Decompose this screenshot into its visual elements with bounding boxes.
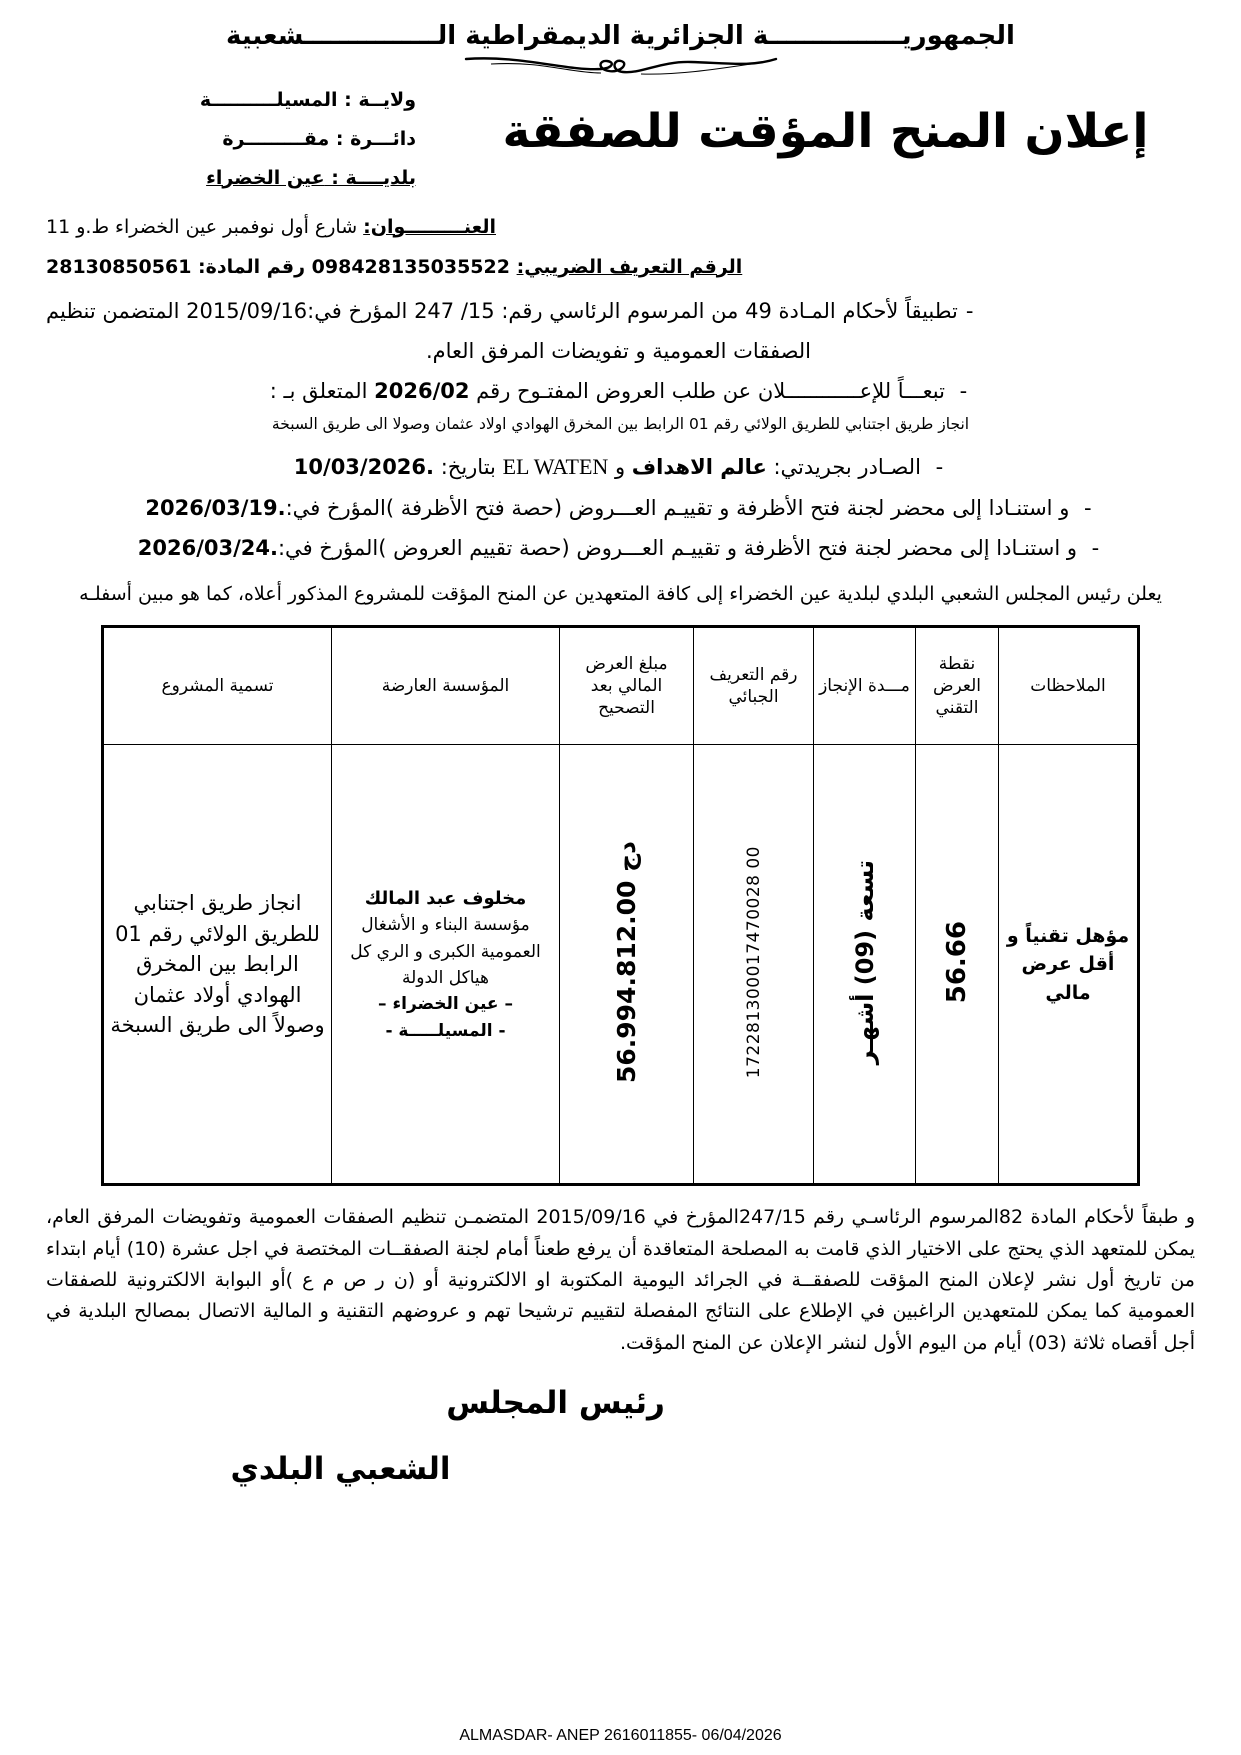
cell-tax-id bbox=[694, 745, 814, 1185]
company-name: مخلوف عبد المالك bbox=[364, 887, 527, 909]
cell-project bbox=[103, 745, 332, 1185]
clause-tender-prefix: تبعـــاً للإعــــــــــــلان عن طلب العروض المفتـوح رقم bbox=[469, 378, 945, 403]
column-header-remarks: الملاحظات bbox=[999, 627, 1139, 745]
company-block bbox=[335, 885, 556, 1045]
evaluation-minutes-date: 2026/03/24. bbox=[137, 535, 278, 560]
clause-newspapers bbox=[46, 449, 1195, 485]
technical-score-value: 56.66 bbox=[942, 921, 972, 1004]
newspapers-conjunction: و bbox=[608, 455, 632, 480]
company-city: – عين الخضراء – bbox=[378, 994, 513, 1015]
column-header-technical-score: نقطة العرض التقني bbox=[916, 627, 999, 745]
newspapers-date: 10/03/2026. bbox=[293, 455, 435, 480]
tender-number: 2026/02 bbox=[374, 378, 470, 403]
wilaya-line: ولايــة : المسيلــــــــــة bbox=[199, 88, 416, 111]
baladia-line bbox=[46, 167, 416, 189]
amount-currency: دج bbox=[612, 841, 641, 873]
admin-identity-block bbox=[46, 85, 416, 206]
title-column bbox=[416, 85, 1195, 159]
table-header-row bbox=[103, 627, 1139, 745]
column-header-amount: مبلغ العرض المالي بعد التصحيح bbox=[560, 627, 694, 745]
cell-remarks bbox=[999, 745, 1139, 1185]
tax-id-value: 172281300017470028 00 bbox=[743, 846, 764, 1079]
clause-evaluation-minutes bbox=[46, 531, 1195, 565]
page-title: إعلان المنح المؤقت للصفقة bbox=[502, 103, 1149, 159]
cell-company bbox=[332, 745, 560, 1185]
amount-value bbox=[612, 841, 641, 1083]
newspapers-date-label: بتاريخ: bbox=[434, 455, 503, 480]
column-header-project: تسمية المشروع bbox=[103, 627, 332, 745]
signature-line-1: رئيس المجلس bbox=[446, 1385, 665, 1422]
company-wilaya: - المسيلـــــة - bbox=[385, 1020, 506, 1041]
column-header-tax-id: رقم التعريف الجبائي bbox=[694, 627, 814, 745]
table-row bbox=[103, 745, 1139, 1185]
newspaper-arabic: عالم الاهداف bbox=[631, 455, 767, 480]
header-row bbox=[46, 85, 1195, 206]
baladia-label: بلديــــة : bbox=[324, 166, 416, 189]
clause-list bbox=[46, 294, 1195, 565]
amount-number: 56.994.812.00 bbox=[612, 880, 641, 1084]
column-header-duration: مـــدة الإنجاز bbox=[814, 627, 916, 745]
clause-envelope-opening-minutes bbox=[46, 491, 1195, 525]
ornament-divider bbox=[46, 53, 1195, 83]
signature-line-2: الشعبي البلدي bbox=[230, 1451, 451, 1488]
signature-block bbox=[46, 1385, 1195, 1535]
baladia-value: عين الخضراء bbox=[206, 166, 325, 189]
legal-appeal-paragraph: و طبقاً لأحكام المادة 82المرسوم الرئاسـي رقم 247/15المؤرخ في 2015/09/16 المتضمـن تنظيم الصفقات العمومية وتفويضات المرفق العام، يمكن للمتعهد الذي يحتج على الاختيار الذي قامت به المصلحة المتعاقدة أن يرفع طعناً أمام لجنة الصفقــات المختصة في اجل عشرة (10) أيام ابتداء من تاريخ أول نشر لإعلان المنح المؤقت للصفقــة في الجرائد اليومية المكتوبة او الالكترونية أو (ن ر ص م ع )أو البوابة الالكترونية للصفقات العمومية كما يمكن للمتعهدين الراغبين في الإطلاع على النتائج المفصلة لتقييم ترشيحا تهم و عروضهم التقنية و المالية الاتصال بمصالح البلدية في أجل أقصاه ثلاثة (03) أيام من اليوم الأول لنشر الإعلان عن المنح المؤقت. bbox=[46, 1206, 1196, 1354]
tax-value: 098428135035522 رقم المادة: 28130850561 bbox=[46, 255, 517, 278]
tax-id-line bbox=[46, 256, 1195, 278]
address-label: العنـــــــــوان: bbox=[363, 215, 496, 238]
daira-line: دائـــرة : مقـــــــــرة bbox=[222, 127, 416, 150]
award-table bbox=[101, 625, 1140, 1186]
newspaper-french: EL WATEN bbox=[502, 454, 609, 480]
duration-value: تسعة (09) أشهـر bbox=[850, 860, 879, 1065]
republic-heading: الجمهوريـــــــــــــــة الجزائرية الديمقراطية الـــــــــــــــشعبية bbox=[226, 21, 1015, 51]
newspapers-prefix: الصـادر بجريدتي: bbox=[766, 455, 921, 480]
evaluation-minutes-prefix: و استنـادا إلى محضر لجنة فتح الأظرفة و تقييـم العـــروض (حصة تقييم العروض )المؤرخ في: bbox=[277, 535, 1077, 560]
anep-footer: ALMASDAR- ANEP 2616011855- 06/04/2026 bbox=[459, 1727, 782, 1744]
address-line bbox=[46, 216, 1195, 238]
clause-tender-reference bbox=[46, 374, 1195, 408]
envelope-minutes-date: 2026/03/19. bbox=[145, 495, 286, 520]
envelope-minutes-prefix: و استنـادا إلى محضر لجنة فتح الأظرفة و تقييـم العـــروض (حصة فتح الأظرفة )المؤرخ في: bbox=[285, 495, 1070, 520]
cell-amount bbox=[560, 745, 694, 1185]
project-name: انجاز طريق اجتنابي للطريق الولائي رقم 01 الرابط بين المخرق الهوادي أولاد عثمان وصولاً الى طريق السبخة bbox=[110, 891, 325, 1038]
column-header-company: المؤسسة العارضة bbox=[332, 627, 560, 745]
clause-decree-continued: الصفقات العمومية و تفويضات المرفق العام. bbox=[425, 338, 812, 363]
announcement-intro: يعلن رئيس المجلس الشعبي البلدي لبلدية عين الخضراء إلى كافة المتعهدين عن المنح المؤقت للمشروع المذكور أعلاه، كما هو مبين أسفلـه bbox=[79, 582, 1162, 605]
cell-technical-score bbox=[916, 745, 999, 1185]
tax-label: الرقم التعريف الضريبي: bbox=[516, 255, 743, 278]
clause-decree: - تطبيقاً لأحكام المـادة 49 من المرسوم الرئاسي رقم: 15/ 247 المؤرخ في:2015/09/16 المتضمن تنظيم bbox=[46, 294, 1195, 328]
cell-duration bbox=[814, 745, 916, 1185]
address-value: شارع أول نوفمبر عين الخضراء ط.و 11 bbox=[46, 215, 364, 238]
tender-subject-text: انجاز طريق اجتنابي للطريق الولائي رقم 01 الرابط بين المخرق الهوادي اولاد عثمان وصولا الى طريق السبخة bbox=[271, 414, 970, 433]
remarks-value: مؤهل تقنياً و أقل عرض مالي bbox=[1006, 924, 1130, 1004]
clause-tender-suffix: المتعلق بـ : bbox=[269, 378, 375, 403]
company-activity: مؤسسة البناء و الأشغال العمومية الكبرى و الري كل هياكل الدولة bbox=[350, 915, 541, 989]
